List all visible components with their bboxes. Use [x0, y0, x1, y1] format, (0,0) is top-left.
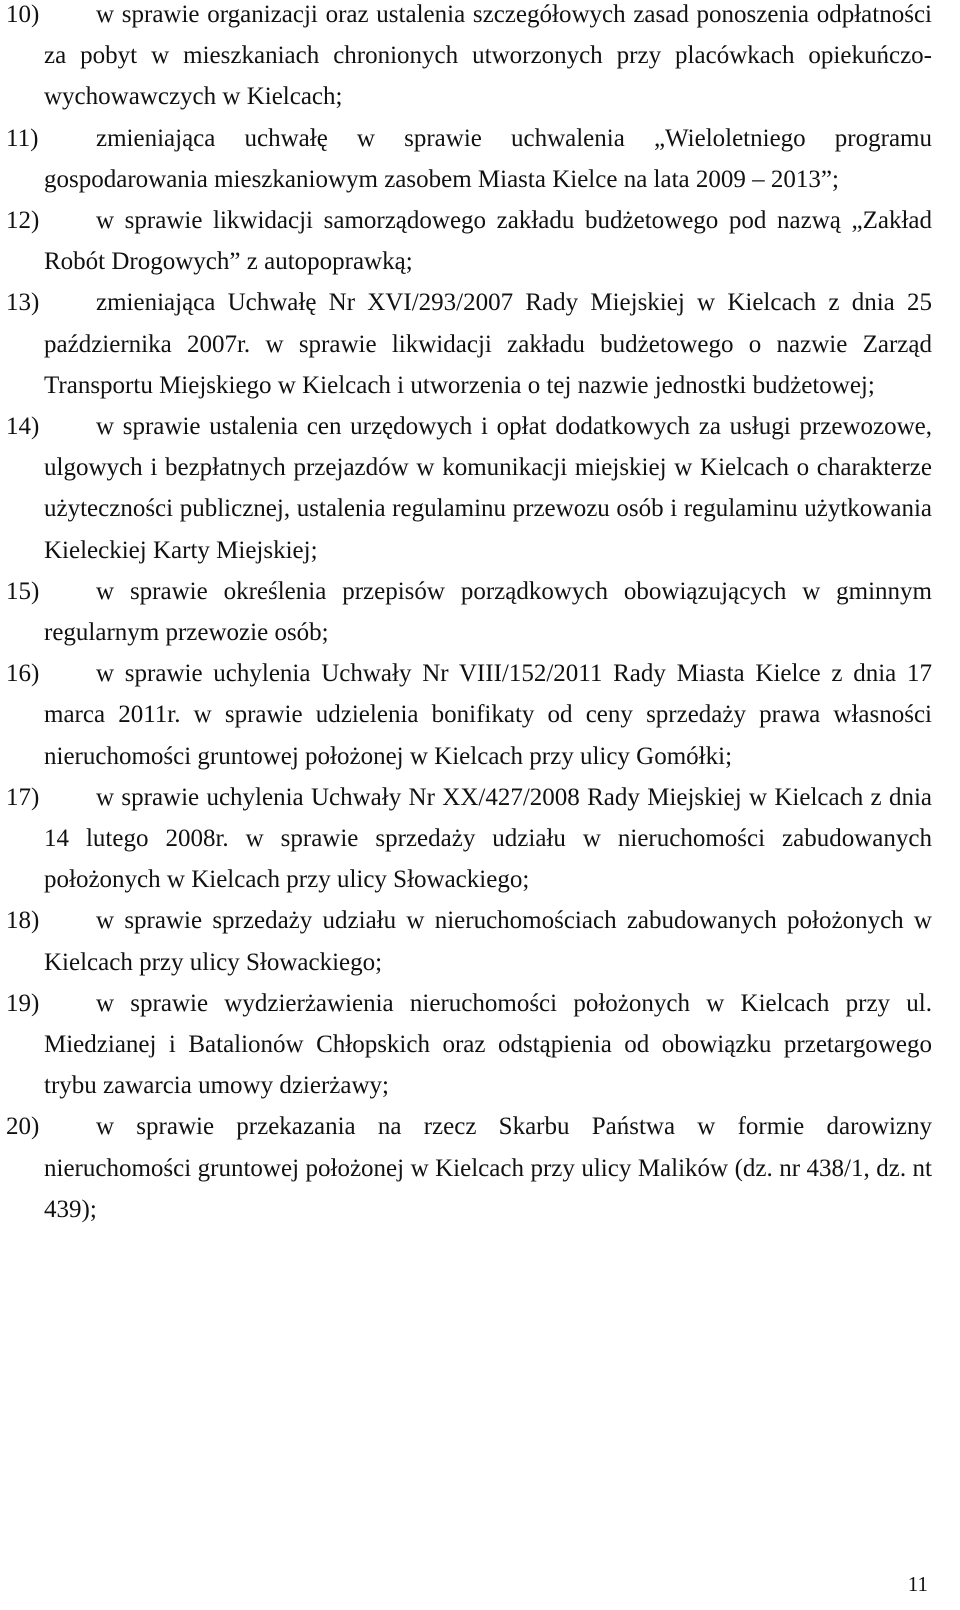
- item-text: w sprawie uchylenia Uchwały Nr VIII/152/2011 Rady Miasta Kielce z dnia 17 marca 2011r. w sprawie udzielenia bonifikaty od ceny sprzedaży prawa własności nieruchomości gruntowej położonej w Kielcach przy ulicy Gomółki;: [44, 660, 932, 770]
- list-item: [6, 1106, 932, 1230]
- item-text: w sprawie organizacji oraz ustalenia szczegółowych zasad ponoszenia odpłatności za pobyt w mieszkaniach chronionych utworzonych przy placówkach opiekuńczo-wychowawczych w Kielcach;: [44, 1, 932, 111]
- item-number: 14): [6, 413, 40, 441]
- resolution-list: [6, 0, 932, 1230]
- list-item: [6, 571, 932, 653]
- item-number: 20): [6, 1113, 40, 1141]
- item-number: 10): [6, 1, 40, 28]
- item-number: 18): [6, 907, 40, 935]
- list-item: [6, 406, 932, 571]
- item-text: w sprawie przekazania na rzecz Skarbu Państwa w formie darowizny nieruchomości gruntowej położonej w Kielcach przy ulicy Malików (dz. nr 438/1, dz. nt 439);: [44, 1113, 932, 1223]
- item-number: 16): [6, 660, 40, 688]
- item-number: 19): [6, 989, 40, 1017]
- item-text: w sprawie likwidacji samorządowego zakładu budżetowego pod nazwą „Zakład Robót Drogowych” z autopoprawką;: [44, 207, 932, 276]
- page-number: 11: [907, 1572, 928, 1596]
- item-text: w sprawie wydzierżawienia nieruchomości położonych w Kielcach przy ul. Miedzianej i Batalionów Chłopskich oraz odstąpienia od obowiązku przetargowego trybu zawarcia umowy dzierżawy;: [44, 989, 932, 1100]
- list-item: [6, 900, 932, 982]
- item-text: zmieniająca Uchwałę Nr XVI/293/2007 Rady Miejskiej w Kielcach z dnia 25 października 2007r. w sprawie likwidacji zakładu budżetowego o nazwie Zarząd Transportu Miejskiego w Kielcach i utworzenia o tej nazwie jednostki budżetowej;: [44, 289, 932, 399]
- item-text: w sprawie sprzedaży udziału w nieruchomościach zabudowanych położonych w Kielcach przy ulicy Słowackiego;: [44, 907, 932, 976]
- list-item: [6, 653, 932, 777]
- item-text: w sprawie uchylenia Uchwały Nr XX/427/2008 Rady Miejskiej w Kielcach z dnia 14 lutego 2008r. w sprawie sprzedaży udziału w nieruchomości zabudowanych położonych w Kielcach przy ulicy Słowackiego;: [44, 783, 932, 894]
- item-number: 12): [6, 207, 40, 235]
- item-text: zmieniająca uchwałę w sprawie uchwalenia „Wieloletniego programu gospodarowania mieszkaniowym zasobem Miasta Kielce na lata 2009 – 2013”;: [44, 124, 932, 193]
- item-number: 15): [6, 577, 40, 605]
- item-number: 11): [6, 124, 39, 152]
- list-item: [6, 282, 932, 406]
- list-item: [6, 200, 932, 282]
- item-number: 17): [6, 783, 40, 811]
- item-text: w sprawie ustalenia cen urzędowych i opłat dodatkowych za usługi przewozowe, ulgowych i bezpłatnych przejazdów w komunikacji miejskiej w Kielcach o charakterze użyteczności publicznej, ustalenia regulaminu przewozu osób i regulaminu użytkowania Kieleckiej Karty Miejskiej;: [44, 413, 932, 564]
- list-item: [6, 118, 932, 200]
- item-number: 13): [6, 289, 40, 317]
- list-item: [6, 0, 932, 118]
- list-item: [6, 983, 932, 1107]
- list-item: [6, 777, 932, 901]
- item-text: w sprawie określenia przepisów porządkowych obowiązujących w gminnym regularnym przewozie osób;: [44, 577, 932, 647]
